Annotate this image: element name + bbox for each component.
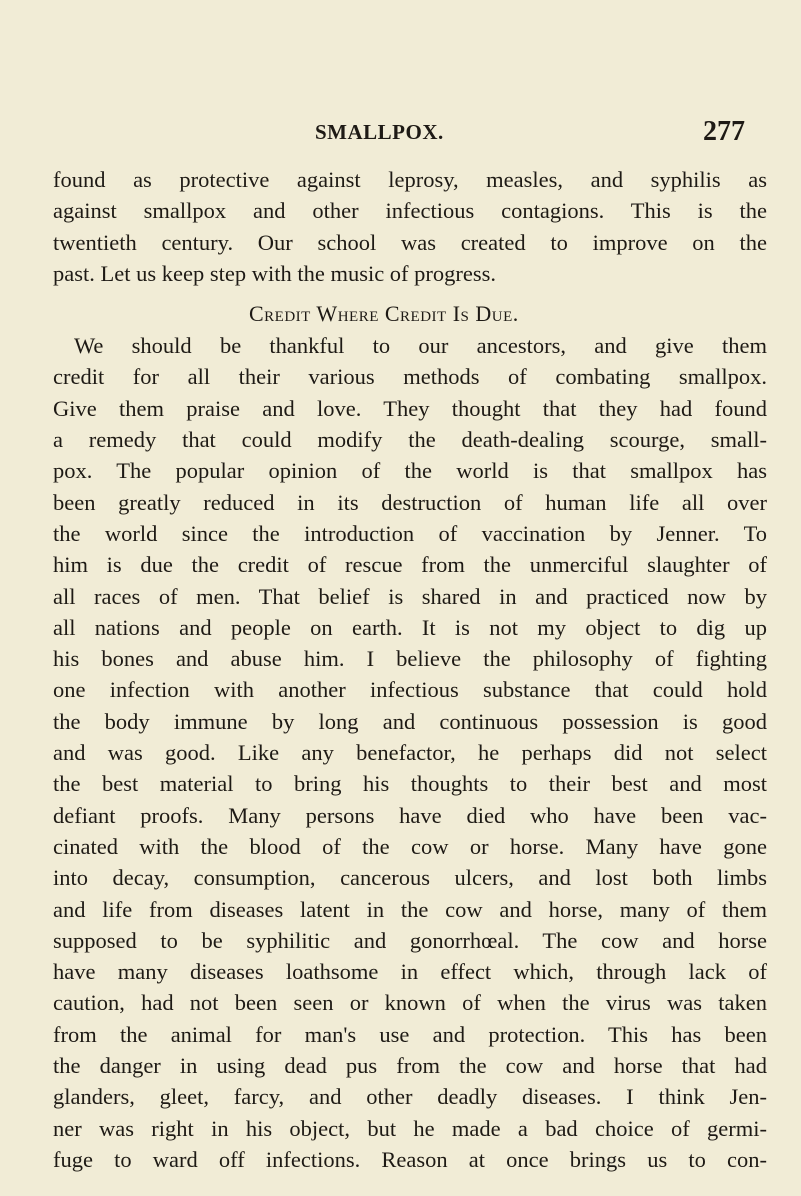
- text-line: supposed to be syphilitic and gonorrhœal. The cow and horse: [53, 927, 767, 953]
- text-line: been greatly reduced in its destruction of human life all over: [53, 489, 767, 515]
- text-line: fuge to ward off infections. Reason at once brings us to con-: [53, 1146, 767, 1172]
- text-line: cinated with the blood of the cow or horse. Many have gone: [53, 833, 767, 859]
- section-heading: Credit Where Credit Is Due.: [249, 301, 519, 327]
- text-line: and was good. Like any benefactor, he perhaps did not select: [53, 740, 767, 766]
- text-line: defiant proofs. Many persons have died who have been vac-: [53, 802, 767, 828]
- text-line: found as protective against leprosy, measles, and syphilis as: [53, 167, 767, 192]
- text-line: pox. The popular opinion of the world is that smallpox has: [53, 458, 767, 484]
- paragraph-continuation: [53, 164, 767, 289]
- text-line: Give them praise and love. They thought that they had found: [53, 395, 767, 421]
- paragraph-credit: [53, 330, 767, 1175]
- text-line: credit for all their various methods of combating smallpox.: [53, 364, 767, 390]
- text-line: from the animal for man's use and protection. This has been: [53, 1021, 767, 1047]
- text-line: have many diseases loathsome in effect which, through lack of: [53, 959, 767, 985]
- text-line: a remedy that could modify the death-dealing scourge, small-: [53, 427, 767, 453]
- running-title: SMALLPOX.: [315, 120, 444, 144]
- text-line: the best material to bring his thoughts to their best and most: [53, 771, 767, 797]
- text-line: the world since the introduction of vaccination by Jenner. To: [53, 520, 767, 546]
- text-line: and life from diseases latent in the cow and horse, many of them: [53, 896, 767, 922]
- running-head: [0, 116, 801, 146]
- text-line: one infection with another infectious substance that could hold: [53, 677, 767, 703]
- text-line: caution, had not been seen or known of when the virus was taken: [53, 990, 767, 1016]
- text-line: We should be thankful to our ancestors, and give them: [74, 333, 767, 359]
- body-text: [53, 164, 767, 1175]
- text-line: him is due the credit of rescue from the unmerciful slaughter of: [53, 552, 767, 578]
- text-line: his bones and abuse him. I believe the philosophy of fighting: [53, 646, 767, 672]
- text-line: past. Let us keep step with the music of progress.: [53, 260, 497, 286]
- text-line: twentieth century. Our school was created to improve on the: [53, 229, 767, 255]
- text-line: all races of men. That belief is shared in and practiced now by: [53, 583, 767, 609]
- text-line: the body immune by long and continuous possession is good: [53, 708, 767, 734]
- text-line: all nations and people on earth. It is not my object to dig up: [53, 614, 767, 640]
- text-line: into decay, consumption, cancerous ulcers, and lost both limbs: [53, 865, 767, 891]
- text-line: ner was right in his object, but he made a bad choice of germi-: [53, 1115, 767, 1141]
- text-line: against smallpox and other infectious contagions. This is the: [53, 198, 767, 224]
- text-line: the danger in using dead pus from the cow and horse that had: [53, 1053, 767, 1079]
- page-number: 277: [703, 116, 745, 147]
- text-line: glanders, gleet, farcy, and other deadly diseases. I think Jen-: [53, 1084, 767, 1110]
